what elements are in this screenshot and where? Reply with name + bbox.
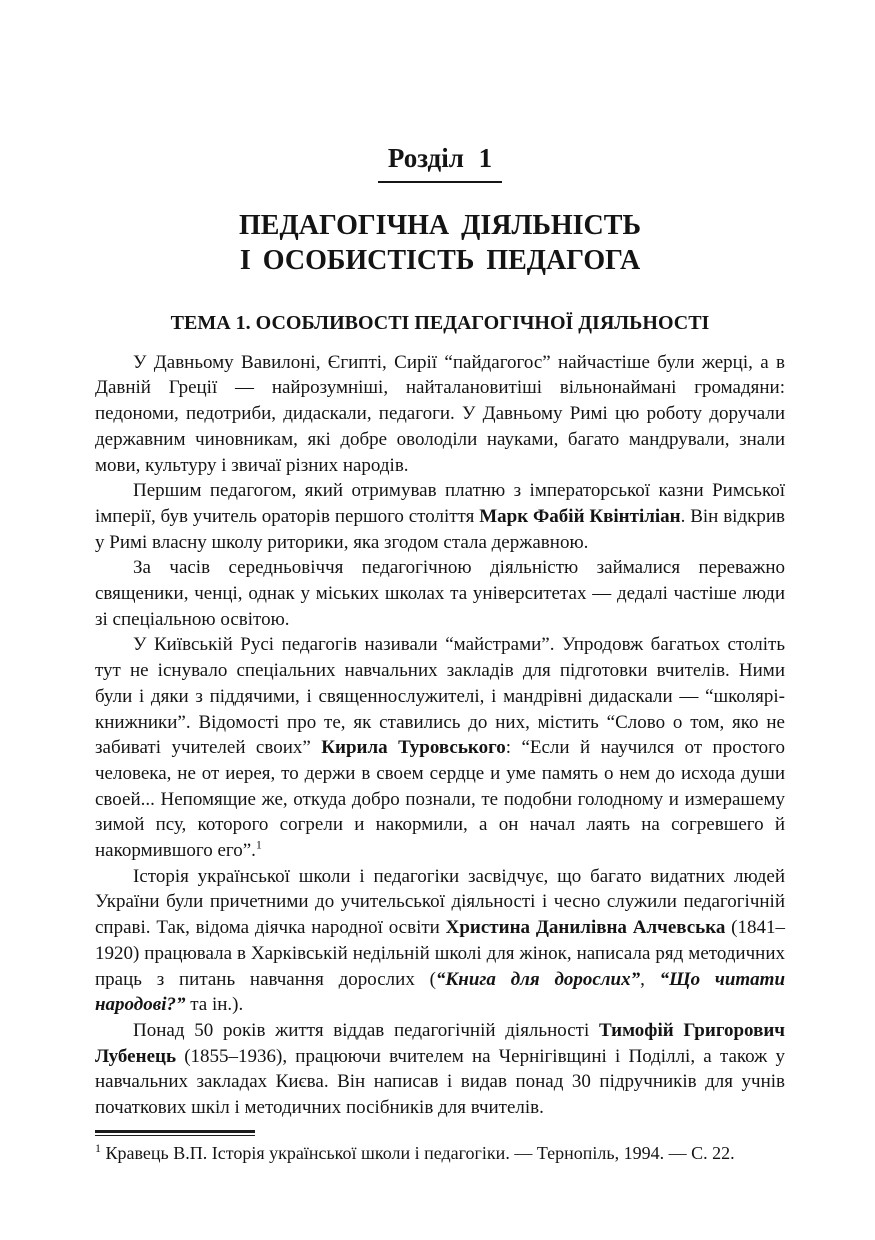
chapter-title-line-1: ПЕДАГОГІЧНА ДІЯЛЬНІСТЬ xyxy=(239,209,641,241)
footnote-marker: 1 xyxy=(95,1140,101,1155)
chapter-label: Розділ 1 xyxy=(378,144,502,183)
text-column xyxy=(95,0,785,1165)
paragraph: Історія української школи і педагогіки засвідчує, що багато видатних людей України були причетними до учительської діяльності і чесно служили педагогічній справі. Так, відома діячка народної освіти Христина Данилівна Алчевська (1841–1920) працювала в Харківській недільній школі для жінок, написала ряд методичних праць з питань навчання дорослих (“Книга для дорослих”, “Що читати народові?” та ін.). xyxy=(95,865,786,1016)
chapter-title xyxy=(95,208,785,278)
paragraph: У Київській Русі педагогів називали “майстрами”. Упродовж багатьох століть тут не існувало спеціальних навчальних закладів для підготовки вчителів. Ними були і дяки з піддячими, і священнослужителі, і мандрівні дидаскали — “школярі-книжники”. Відомості про те, як ставились до них, містить “Слово о том, яко не забиваті учителей своих” Кирила Туровського: “Если й научился от простого человека, не от иерея, то держи в своем сердце и уме память о нем до исхода души своей... Непомящие же, откуда добро познали, те подобни голодному и измерашему зимой псу, которого согрели и накормили, а он начал лаять на согревшего й накормившого его”.$^1$ xyxy=(95,634,785,862)
paragraph: За часів середньовіччя педагогічною діяльністю займалися переважно священики, ченці, однак у міських школах та університетах — дедалі частіше люди зі спеціальною освітою. xyxy=(95,557,785,630)
body-text xyxy=(95,350,785,1121)
paragraph: Першим педагогом, який отримував платню з імператорської казни Римської імперії, був учитель ораторів першого століття Марк Фабій Квінтіліан. Він відкрив у Римі власну школу риторики, яка згодом стала державною. xyxy=(95,480,785,553)
chapter-label-wrap xyxy=(95,0,785,183)
section-heading: ТЕМА 1. ОСОБЛИВОСТІ ПЕДАГОГІЧНОЇ ДІЯЛЬНОСТІ xyxy=(170,311,710,334)
chapter-title-line-2: І ОСОБИСТІСТЬ ПЕДАГОГА xyxy=(239,244,641,276)
footnote xyxy=(95,1141,785,1165)
footnote-text: Кравець В.П. Історія української школи і педагогіки. — Тернопіль, 1994. — С. 22. xyxy=(101,1142,735,1163)
paragraph: Понад 50 років життя віддав педагогічній діяльності Тимофій Григорович Лубенець (1855–1936), працюючи вчителем на Чернігівщині і Поділлі, а також у навчальних закладах Києва. Він написав і видав понад 30 підручників для учнів початкових шкіл і методичних посібників для вчителів. xyxy=(95,1019,785,1119)
paragraph: У Давньому Вавилоні, Єгипті, Сирії “пайдагогос” найчастіше були жерці, а в Давній Греції — найрозумніші, найталановитіші вільнонаймані громадяни: педономи, педотриби, дидаскали, педагоги. У Давньому Римі цю роботу доручали державним чиновникам, які добре оволоділи науками, багато мандрували, знали мови, культуру і звичаї різних народів. xyxy=(95,351,785,476)
footnote-divider xyxy=(95,1130,255,1136)
